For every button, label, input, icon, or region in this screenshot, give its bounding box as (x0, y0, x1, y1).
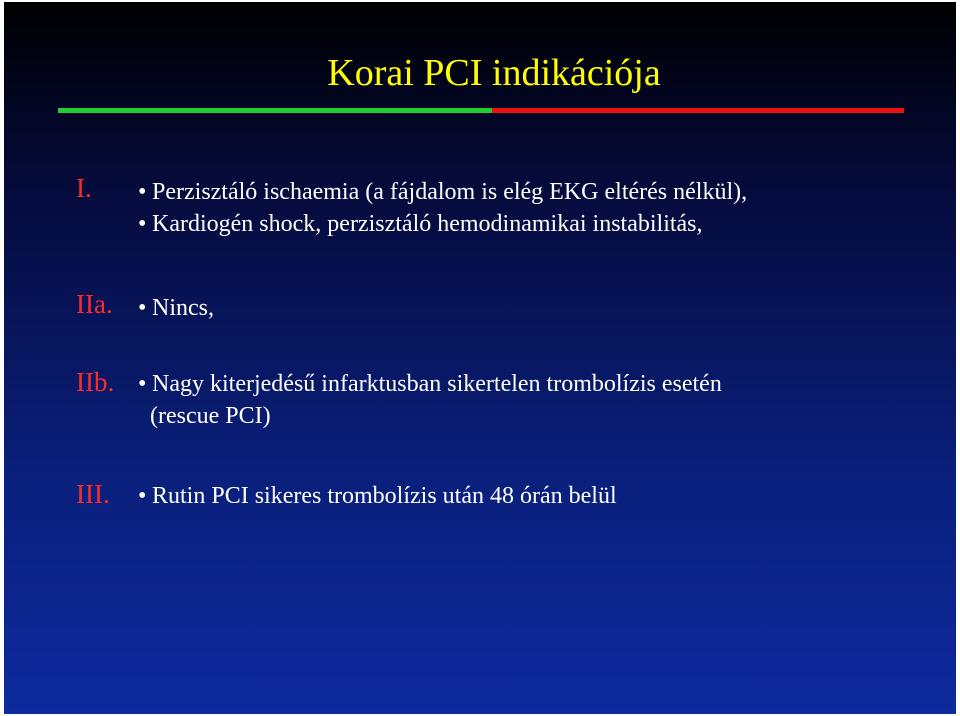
bullet-icon: • (138, 211, 147, 237)
bullet-icon: • (138, 179, 147, 205)
list-item-text: Nagy kiterjedésű infarktusban sikertelen trombolízis esetén (152, 371, 722, 397)
list-item-text: Rutin PCI sikeres trombolízis után 48 órán belül (152, 483, 617, 509)
level-label-iib: IIb. (76, 367, 115, 397)
list-item-text: Kardiogén shock, perzisztáló hemodinamikai instabilitás, (152, 211, 703, 237)
list-item-iib-1 (138, 368, 722, 400)
bullet-icon: • (138, 483, 147, 509)
bullet-icon: • (138, 371, 147, 397)
list-item-text: Perzisztáló ischaemia (a fájdalom is elég EKG eltérés nélkül), (152, 179, 748, 205)
level-label-iii: III. (76, 479, 110, 509)
title-rule-red (492, 108, 904, 113)
level-label-iia: IIa. (76, 289, 113, 319)
list-item-text: Nincs, (152, 295, 214, 321)
level-label-i: I. (76, 173, 92, 203)
bullet-icon: • (138, 295, 147, 321)
list-item-i-1 (138, 176, 747, 208)
title-rule-green (58, 108, 492, 113)
slide-title: Korai PCI indikációja (327, 52, 661, 94)
slide (4, 2, 956, 714)
list-item-i-2 (138, 208, 703, 240)
list-item-iib-continuation: (rescue PCI) (150, 403, 271, 429)
list-item-iia-1 (138, 292, 214, 324)
list-item-iii-1 (138, 480, 617, 512)
